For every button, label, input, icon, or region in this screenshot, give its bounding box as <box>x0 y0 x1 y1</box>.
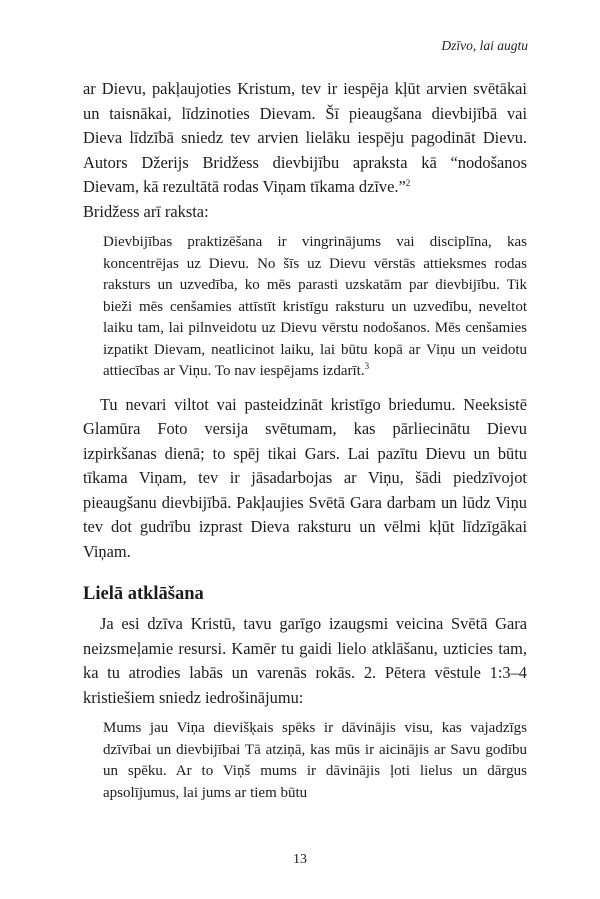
paragraph-1-text: ar Dievu, pakļaujoties Kristum, tev ir iespēja kļūt arvien svētākai un taisnākai, līdzinoties Dievam. Šī pieaugšana dievbijībā vai Dieva līdzībā sniedz tev arvien lielāku iespēju pagodināt Dievu. Autors Džerijs Bridžess dievbijību apraksta kā “nodošanos Dievam, kā rezultātā rodas Viņam tīkama dzīve.” <box>83 79 527 196</box>
footnote-ref-2[interactable]: 2 <box>405 178 411 188</box>
page-number: 13 <box>293 852 307 867</box>
page-body <box>83 77 527 814</box>
paragraph-2: Bridžess arī raksta: <box>83 201 209 221</box>
paragraph-1 <box>83 77 527 200</box>
block-quote-1 <box>103 232 527 383</box>
block-quote-1-text: Dievbijības praktizēšana ir vingrinājums vai disciplīna, kas koncentrējas uz Dievu. No šīs uz Dievu vērstās attieksmes rodas raksturs un uzvedība, ko mēs parasti uzskatām par dievbijību. Tik bieži mēs cenšamies attīstīt kristīgu raksturu un uzvedību, neveltot laiku tam, lai pilnveidotu uz Dievu vērstu nodošanos. Mēs cenšamies izpatikt Dievam, neatlicinot laiku, lai būtu kopā ar Viņu un veidotu attiecības ar Viņu. To nav iespējams izdarīt. <box>103 234 527 379</box>
paragraph-4: Ja esi dzīva Kristū, tavu garīgo izaugsmi veicina Svētā Gara neizsmeļamie resursi. Kamēr tu gaidi lielo atklāšanu, uzticies tam, ka tu atrodies labās un varenās rokās. 2. Pētera vēstule 1:3–4 kristiešiem sniedz iedrošinājumu: <box>83 614 527 707</box>
paragraph-3: Tu nevari viltot vai pasteidzināt kristīgo briedumu. Neeksistē Glamūra Foto versija svētumam, kas pārliecinātu Dievu izpirkšanas dienā; to spēj tikai Gars. Lai pazītu Dievu un būtu tīkama Viņam, tev ir jāsadarbojas ar Viņu, šādi piedzīvojot pieaugšanu dievbijībā. Pakļaujies Svētā Gara darbam un lūdz Viņu tev dot gudrību izprast Dieva raksturu un vēlmi kļūt līdzīgākai Viņam. <box>83 394 527 561</box>
block-quote-2: Mums jau Viņa dievišķais spēks ir dāvinājis visu, kas vajadzīgs dzīvībai un dievbijībai Tā atziņā, kas mūs ir aicinājis ar Savu godību un spēku. Ar to Viņš mums ir dāvinājis ļoti lielus un dārgus apsolījumus, lai jums ar tiem būtu <box>103 720 527 801</box>
footnote-ref-3[interactable]: 3 <box>364 361 370 371</box>
running-header: Dzīvo, lai augtu <box>441 38 528 53</box>
section-heading: Lielā atklāšana <box>83 584 204 604</box>
